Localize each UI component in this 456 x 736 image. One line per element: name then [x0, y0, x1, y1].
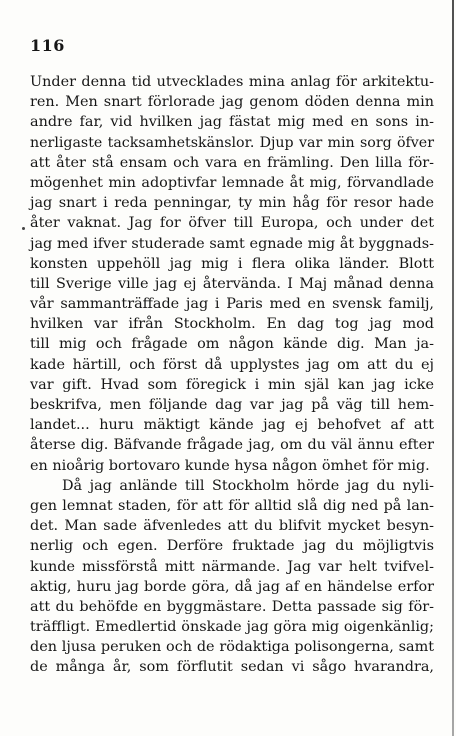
body-text — [30, 72, 434, 678]
page-edge-shadow — [452, 0, 454, 736]
text-line: till Sverige ville jag ej återvända. I Maj månad denna — [30, 275, 434, 292]
text-line: att åter stå ensam och vara en främling. Den lilla för- — [30, 154, 434, 171]
text-line: en nioårig bortovaro kunde hysa någon ömhet för mig. — [30, 457, 430, 474]
text-line: åter vaknat. Jag for öfver till Europa, och under det — [30, 215, 434, 232]
text-line: konsten uppehöll jag mig i flera olika länder. Blott — [30, 255, 434, 272]
text-line: jag snart i reda penningar, ty min håg för resor hade — [30, 195, 434, 212]
text-line: att du behöfde en byggmästare. Detta passade sig för- — [30, 598, 434, 615]
text-line: kunde missförstå mitt närmande. Jag var helt tvifvel- — [30, 558, 434, 575]
text-line: den ljusa peruken och de rödaktiga polisongerna, samt — [30, 639, 434, 656]
text-line: beskrifva, men följande dag var jag på väg till hem- — [30, 397, 434, 413]
text-line: till mig och frågade om någon kände dig. Man ja- — [30, 336, 434, 353]
text-line: hvilken var ifrån Stockholm. En dag tog jag mod — [30, 316, 434, 333]
text-line: ren. Men snart förlorade jag genom döden denna min — [30, 94, 434, 111]
text-line: landet... huru mäktigt kände jag ej behofvet af att — [30, 417, 434, 434]
margin-mark — [22, 227, 25, 230]
text-line: mögenhet min adoptivfar lemnade åt mig, förvandlade — [30, 174, 434, 191]
text-line: nerligaste tacksamhetskänslor. Djup var min sorg öfver — [30, 134, 434, 151]
text-line: andre far, vid hvilken jag fästat mig med en sons in- — [30, 114, 434, 131]
text-line: träffligt. Emedlertid önskade jag göra mig oigenkänlig; — [30, 619, 434, 636]
text-line: kade härtill, och först då upplystes jag om att du ej — [30, 356, 434, 373]
text-line: Under denna tid utvecklades mina anlag för arkitektu- — [30, 74, 434, 90]
text-line: var gift. Hvad som föregick i min själ kan jag icke — [30, 376, 434, 393]
text-line: Då jag anlände till Stockholm hörde jag du nyli- — [62, 477, 434, 494]
text-line: det. Man sade äfvenledes att du blifvit mycket besyn- — [30, 518, 434, 535]
text-line: vår sammanträffade jag i Paris med en svensk familj, — [30, 296, 434, 313]
text-line: gen lemnat staden, för att för alltid slå dig ned på lan- — [30, 497, 434, 514]
text-line: jag med ifver studerade samt egnade mig åt byggnads- — [30, 235, 434, 252]
page-number: 116 — [30, 36, 65, 55]
text-line: återse dig. Bäfvande frågade jag, om du väl ännu efter — [30, 437, 434, 454]
text-line: aktig, huru jag borde göra, då jag af en händelse erfor — [30, 578, 434, 595]
text-line: nerlig och egen. Derföre fruktade jag du möjligtvis — [30, 538, 434, 555]
text-line: de många år, som förflutit sedan vi sågo hvarandra, — [30, 659, 434, 676]
